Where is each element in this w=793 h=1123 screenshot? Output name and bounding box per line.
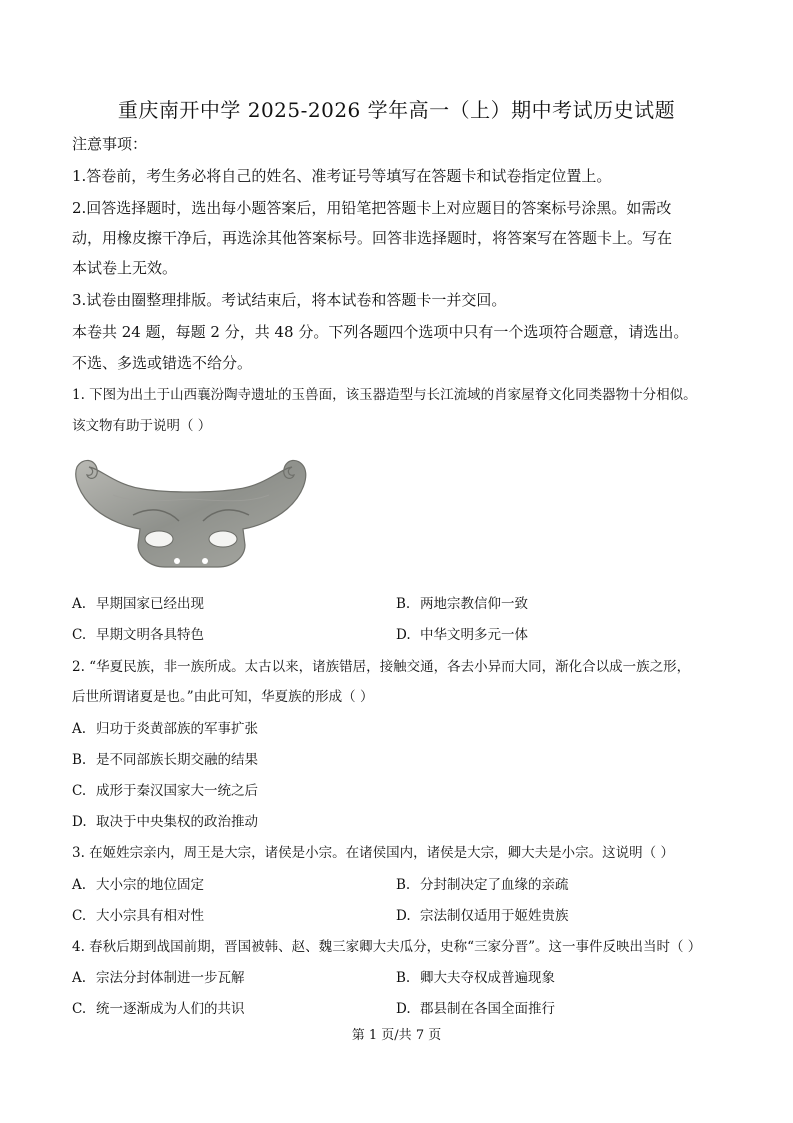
notice-line: 2.回答选择题时，选出每小题答案后，用铅笔把答题卡上对应题目的答案标号涂黑。如需改	[72, 199, 672, 217]
question-1-stem: 1. 下图为出土于山西襄汾陶寺遗址的玉兽面，该玉器造型与长江流域的肖家屋脊文化同类器物十分相似。	[72, 387, 697, 403]
option	[396, 906, 569, 926]
notice-line: 本卷共 24 题，每题 2 分，共 48 分。下列各题四个选项中只有一个选项符合题意，请选出。	[72, 323, 689, 341]
option-text: 宗法分封体制进一步瓦解	[96, 970, 245, 986]
option	[72, 594, 204, 614]
option-letter: C.	[72, 627, 87, 643]
option-letter: D.	[396, 627, 411, 643]
option-letter: B.	[396, 596, 411, 612]
notice-line: 动，用橡皮擦干净后，再选涂其他答案标号。回答非选择题时，将答案写在答题卡上。写在	[72, 229, 673, 247]
option-letter: B.	[72, 752, 87, 768]
question-4-stem: 4. 春秋后期到战国前期，晋国被韩、赵、魏三家卿大夫瓜分，史称“三家分晋”。这一事件反映出当时（ ）	[72, 939, 702, 955]
option	[72, 999, 245, 1019]
option-text: 大小宗具有相对性	[96, 908, 204, 924]
option-text: 取决于中央集权的政治推动	[96, 814, 258, 830]
option-letter: A.	[72, 877, 87, 893]
option-text: 是不同部族长期交融的结果	[96, 752, 258, 768]
option-text: 两地宗教信仰一致	[420, 596, 528, 612]
notice-line: 不选、多选或错选不给分。	[72, 354, 253, 372]
option-text: 早期文明各具特色	[96, 627, 204, 643]
option-letter: A.	[72, 970, 87, 986]
option-letter: C.	[72, 1001, 87, 1017]
notice-heading: 注意事项：	[72, 135, 148, 153]
option	[72, 968, 245, 988]
page-footer: 第 1 页/共 7 页	[351, 1028, 442, 1043]
option-letter: D.	[396, 908, 411, 924]
option	[396, 968, 555, 988]
option-letter: D.	[396, 1001, 411, 1017]
option	[396, 594, 528, 614]
question-1-stem: 该文物有助于说明（ ）	[72, 418, 212, 434]
option	[72, 781, 258, 801]
option-text: 中华文明多元一体	[420, 627, 528, 643]
option-text: 归功于炎黄部族的军事扩张	[96, 721, 258, 737]
option-text: 成形于秦汉国家大一统之后	[96, 783, 258, 799]
option	[72, 812, 258, 832]
option	[396, 999, 555, 1019]
jade-mask-image	[73, 455, 309, 575]
option-letter: B.	[396, 970, 411, 986]
option-letter: B.	[396, 877, 411, 893]
option	[72, 906, 204, 926]
option	[396, 625, 528, 645]
option-text: 早期国家已经出现	[96, 596, 204, 612]
option-text: 统一逐渐成为人们的共识	[96, 1001, 245, 1017]
option	[72, 625, 204, 645]
option	[396, 875, 569, 895]
option-letter: C.	[72, 908, 87, 924]
option-letter: C.	[72, 783, 87, 799]
option-text: 大小宗的地位固定	[96, 877, 204, 893]
option-text: 卿大夫夺权成普遍现象	[420, 970, 555, 986]
notice-line: 本试卷上无效。	[72, 259, 178, 277]
option-text: 分封制决定了血缘的亲疏	[420, 877, 569, 893]
option-text: 宗法制仅适用于姬姓贵族	[420, 908, 569, 924]
question-3-stem: 3. 在姬姓宗亲内，周王是大宗，诸侯是小宗。在诸侯国内，诸侯是大宗，卿大夫是小宗。这说明（ ）	[72, 845, 674, 861]
option	[72, 719, 258, 739]
option-letter: A.	[72, 596, 87, 612]
option	[72, 750, 258, 770]
option-text: 郡县制在各国全面推行	[420, 1001, 555, 1017]
notice-line: 1.答卷前，考生务必将自己的姓名、准考证号等填写在答题卡和试卷指定位置上。	[72, 167, 612, 185]
question-2-stem: 2. “华夏民族，非一族所成。太古以来，诸族错居，接触交通，各去小异而大同，渐化合以成一族之形，	[72, 659, 691, 675]
option-letter: A.	[72, 721, 87, 737]
option	[72, 875, 204, 895]
question-2-stem: 后世所谓诸夏是也。”由此可知，华夏族的形成（ ）	[72, 689, 374, 705]
exam-title: 重庆南开中学 2025-2026 学年高一（上）期中考试历史试题	[117, 98, 676, 122]
option-letter: D.	[72, 814, 87, 830]
notice-line: 3.试卷由圈整理排版。考试结束后，将本试卷和答题卡一并交回。	[72, 291, 507, 309]
